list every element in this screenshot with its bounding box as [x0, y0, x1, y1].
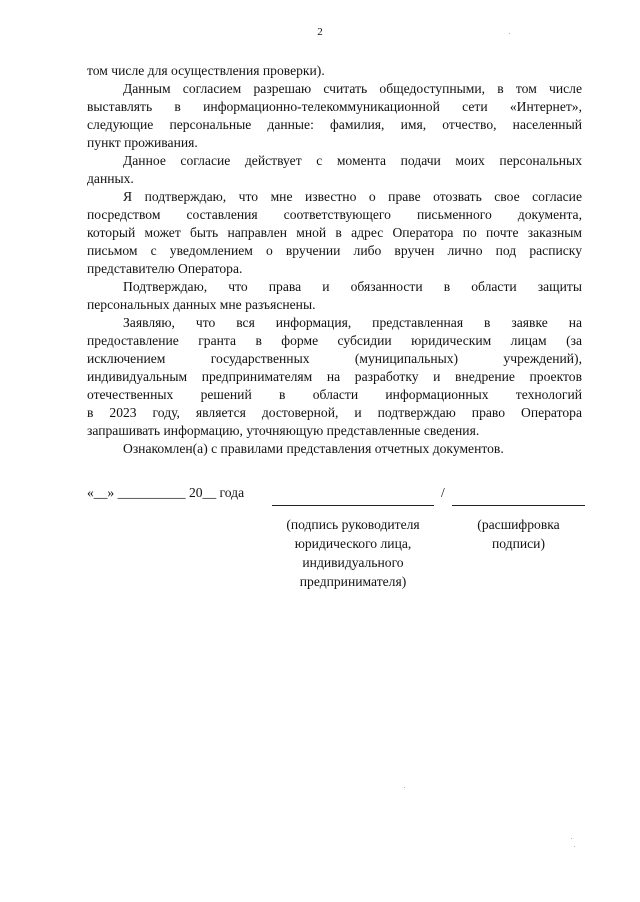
date-line: «__» __________ 20__ года: [87, 485, 245, 500]
signature-line: [272, 505, 434, 506]
separator-slash: /: [441, 485, 445, 500]
caption-line: индивидуального: [302, 555, 404, 570]
text-line: в 2023 году, является достоверной, и подтверждаю право Оператора: [87, 405, 582, 420]
text-line: отечественных решений в области информационных технологий: [87, 387, 582, 402]
page-number: 2: [317, 26, 323, 38]
caption-line: (расшифровка: [477, 517, 560, 532]
scan-speck: [404, 787, 405, 788]
text-line: данных.: [87, 171, 134, 186]
caption-line: предпринимателя): [299, 574, 407, 589]
text-line: том числе для осуществления проверки).: [87, 63, 325, 78]
scan-speck: [574, 846, 575, 847]
text-line: выставлять в информационно-телекоммуникационной сети «Интернет»,: [87, 99, 582, 114]
text-line: который может быть направлен мной в адрес Оператора по почте заказным: [87, 225, 582, 240]
signature-caption: [272, 515, 434, 591]
text-line: Ознакомлен(а) с правилами представления отчетных документов.: [123, 441, 504, 456]
text-line: запрашивать информацию, уточняющую представленные сведения.: [87, 423, 480, 438]
decoding-caption: [452, 515, 585, 553]
caption-line: (подпись руководителя: [286, 517, 420, 532]
text-line: представителю Оператора.: [87, 261, 243, 276]
text-line: Заявляю, что вся информация, представленная в заявке на: [123, 315, 582, 330]
text-line: Данным согласием разрешаю считать общедоступными, в том числе: [123, 81, 582, 96]
text-line: пункт проживания.: [87, 135, 198, 150]
caption-line: юридического лица,: [294, 536, 412, 551]
text-line: предоставление гранта в форме субсидии юридическим лицам (за: [87, 333, 582, 348]
text-line: Я подтверждаю, что мне известно о праве отозвать свое согласие: [123, 189, 582, 204]
text-line: следующие персональные данные: фамилия, имя, отчество, населенный: [87, 117, 582, 132]
text-line: исключением государственных (муниципальных) учреждений),: [87, 351, 582, 366]
scan-speck: [571, 838, 572, 839]
text-line: Подтверждаю, что права и обязанности в области защиты: [123, 279, 582, 294]
text-line: письмом с уведомлением о вручении либо вручен лично под расписку: [87, 243, 582, 258]
text-line: индивидуальным предпринимателям на разработку и внедрение проектов: [87, 369, 582, 384]
text-line: Данное согласие действует с момента подачи моих персональных: [123, 153, 582, 168]
caption-line: подписи): [492, 536, 545, 551]
decoding-line: [452, 505, 585, 506]
scan-speck: [509, 33, 510, 34]
text-line: посредством составления соответствующего письменного документа,: [87, 207, 582, 222]
text-line: персональных данных мне разъяснены.: [87, 297, 316, 312]
